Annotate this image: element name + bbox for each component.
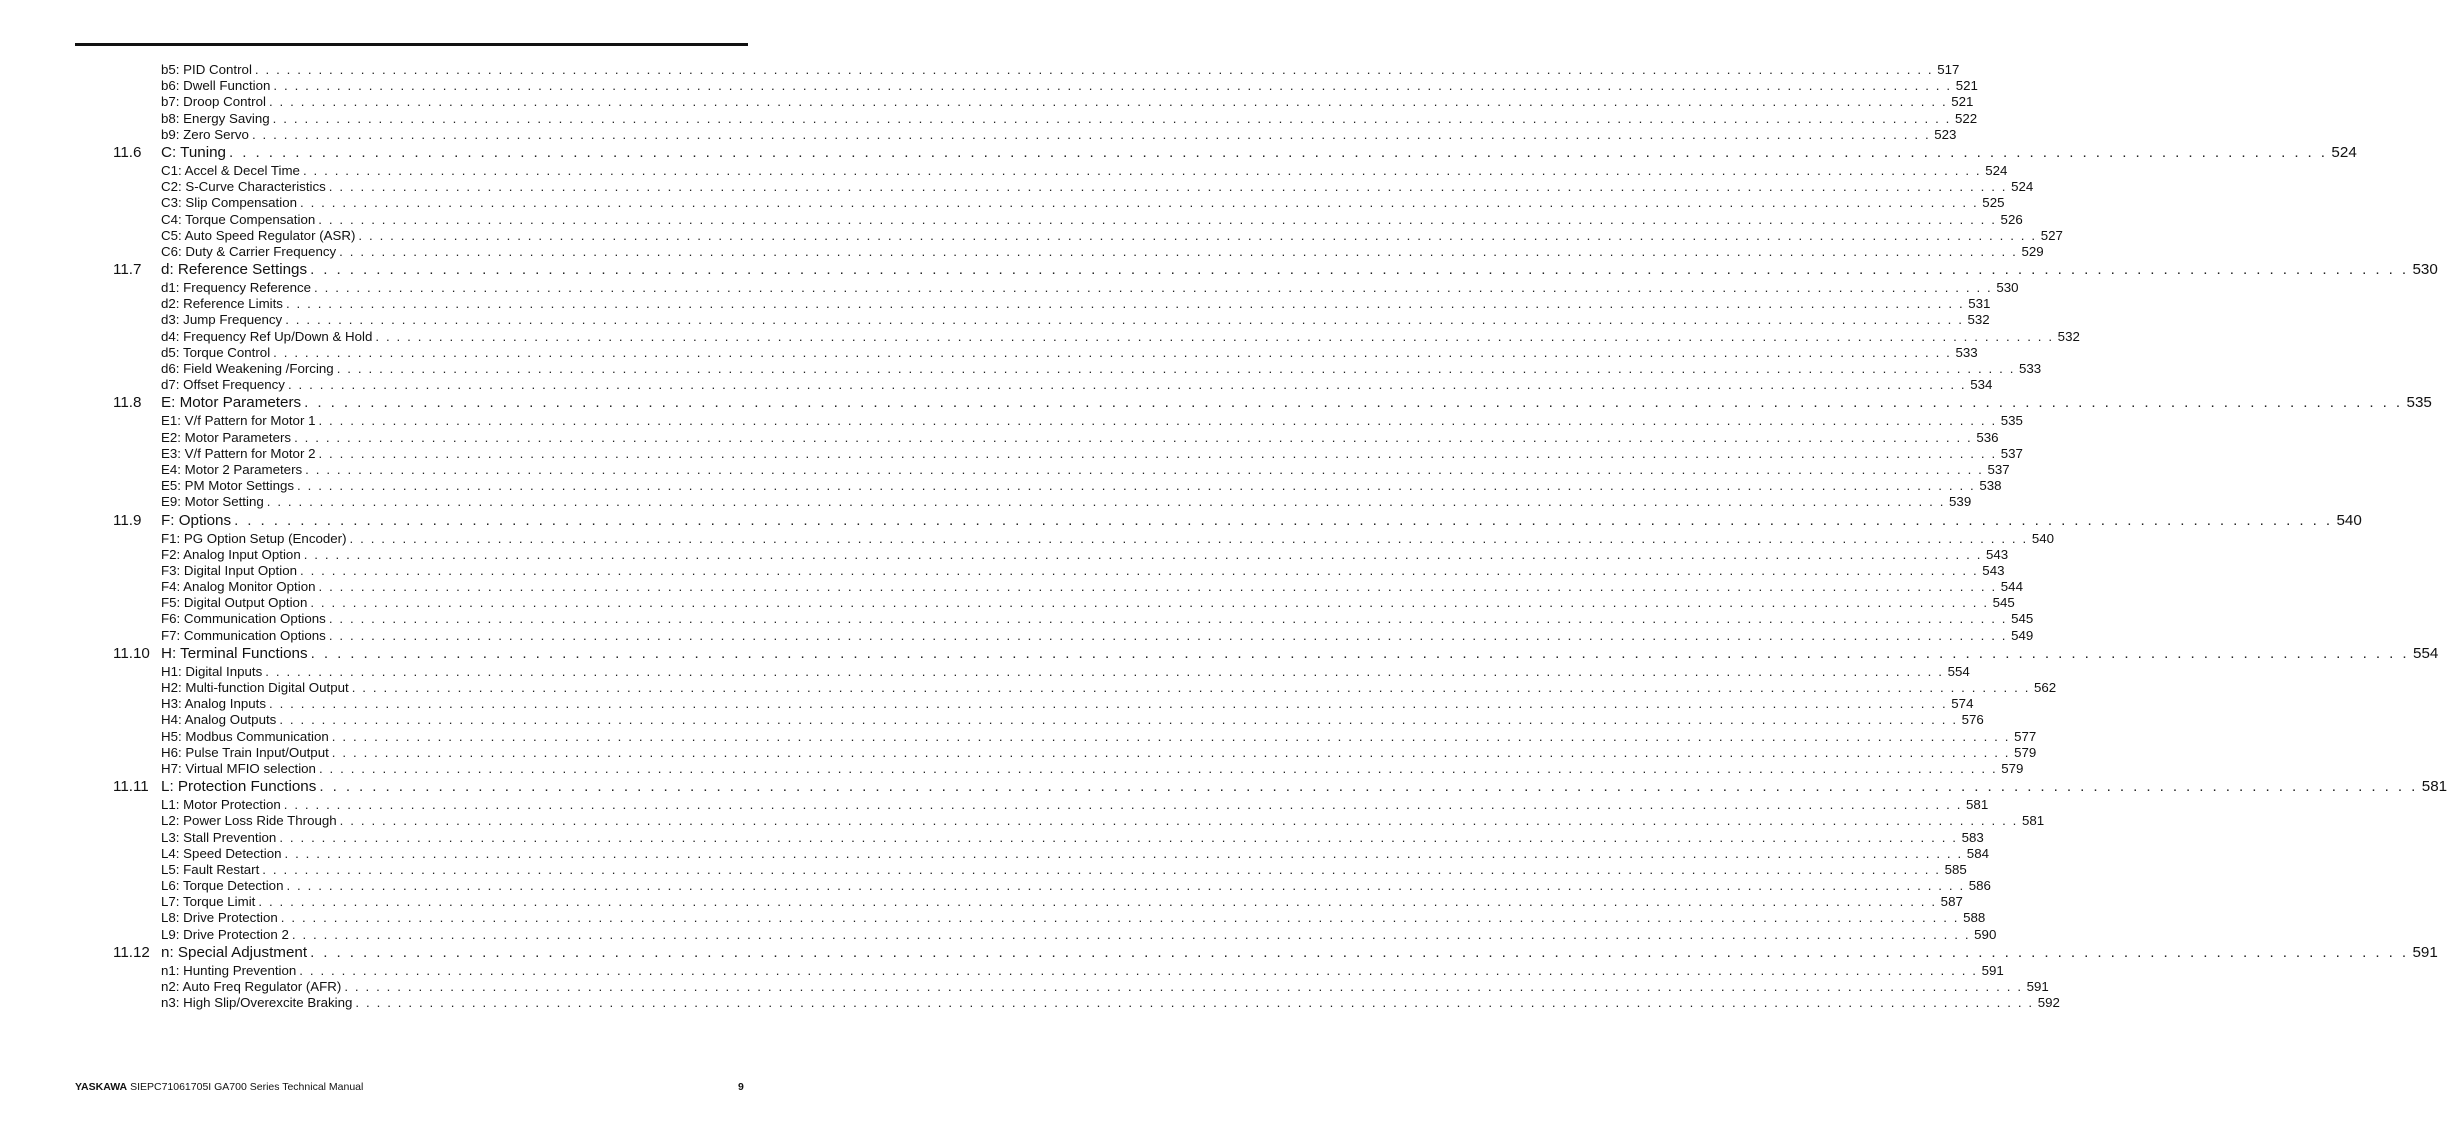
toc-page-number: 524 <box>2011 179 2034 195</box>
top-rule <box>75 43 748 46</box>
toc-page-number: 545 <box>2011 611 2034 627</box>
toc-leader-line <box>161 861 1967 877</box>
toc-title: d7: Offset Frequency <box>161 377 285 393</box>
toc-page-number: 586 <box>1968 878 1991 894</box>
toc-page-number: 536 <box>1976 429 1999 445</box>
toc-leader-line <box>161 143 2357 161</box>
toc-page-number: 533 <box>1955 344 1978 360</box>
toc-title: F4: Analog Monitor Option <box>161 579 316 595</box>
toc-leader-line <box>161 894 1963 910</box>
toc-leader-line <box>161 562 2005 578</box>
toc-title: d2: Reference Limits <box>161 296 283 312</box>
dot-leader: . . . . . . . . . . . . . . . . . . . . . . . . . . . . . . . . . . . . . . . . . . . . . . . . . . . . . . . . . . . . . . . . . . . . . . . . . . . . . . . . . . . . . . . . . . . . . . . . . . . . . . . . . . . . . . . . . . . . . . . . . . . . . . . . . . . . . . . . . . . . . . . . . . . . . . . . . . . . . . . <box>318 413 1997 429</box>
toc-leader-line <box>161 845 1989 861</box>
section-number: 11.7 <box>113 261 142 279</box>
section-number: 11.6 <box>113 143 142 161</box>
toc-entry-row[interactable] <box>0 211 2023 228</box>
toc-page-number: 534 <box>1970 377 1993 393</box>
toc-entry-row[interactable] <box>0 894 1963 910</box>
toc-title: E: Motor Parameters <box>161 394 302 412</box>
toc-leader-line <box>161 878 1991 894</box>
toc-title: L7: Torque Limit <box>161 894 256 910</box>
footer-title <box>75 1081 363 1093</box>
toc-leader-line <box>161 910 1986 926</box>
toc-page-number: 531 <box>1968 296 1991 312</box>
toc-leader-line <box>161 280 2019 296</box>
section-number: 11.10 <box>113 644 150 662</box>
toc-title: d5: Torque Control <box>161 344 271 360</box>
toc-entry-row[interactable] <box>0 377 1993 393</box>
toc-page-number: 562 <box>2034 680 2057 695</box>
toc-title: F3: Digital Input Option <box>161 562 297 578</box>
toc-title: H3: Analog Inputs <box>161 696 266 712</box>
toc-entry-row[interactable] <box>0 663 1970 680</box>
toc-entry-row[interactable] <box>0 78 1978 94</box>
toc-page-number: 592 <box>2037 995 2060 1011</box>
dot-leader: . . . . . . . . . . . . . . . . . . . . . . . . . . . . . . . . . . . . . . . . . . . . . . . . . . . . . . . . . . . . . . . . . . . . . . . . . . . . . . . . . . . . . . . . . . . . . . . . . . . . . . . . . . . . . . . . . . . . . . . . . . . . . . . . . . . . . . . . . . . . . . . . . . . . . . . . . . . . . . . <box>319 778 2418 796</box>
toc-leader-line <box>161 962 2004 978</box>
toc-section-row[interactable] <box>0 943 2438 965</box>
dot-leader: . . . . . . . . . . . . . . . . . . . . . . . . . . . . . . . . . . . . . . . . . . . . . . . . . . . . . . . . . . . . . . . . . . . . . . . . . . . . . . . . . . . . . . . . . . . . . . . . . . . . . . . . . . . . . . . . . . . . . . . . . . . . . . . . . . . . . . . . . . . . . . . . . . . . . . . . . . . . . . . <box>285 312 1964 328</box>
toc-title: H5: Modbus Communication <box>161 728 329 744</box>
toc-entry-row[interactable] <box>0 126 1957 143</box>
footer-page-number: 9 <box>738 1081 744 1093</box>
toc-page-number: 549 <box>2011 627 2034 643</box>
dot-leader: . . . . . . . . . . . . . . . . . . . . . . . . . . . . . . . . . . . . . . . . . . . . . . . . . . . . . . . . . . . . . . . . . . . . . . . . . . . . . . . . . . . . . . . . . . . . . . . . . . . . . . . . . . . . . . . . . . . . . . . . . . . . . . . . . . . . . . . . . . . . . . . . . . . . . . . . . . . . . . . <box>331 728 2011 744</box>
toc-page-number: 544 <box>2000 579 2023 595</box>
toc-page-number: 581 <box>2021 813 2045 829</box>
toc-page-number: 590 <box>1974 926 1997 942</box>
toc-title: F1: PG Option Setup (Encoder) <box>161 530 347 546</box>
toc-leader-line <box>161 943 2438 961</box>
toc-page-number: 579 <box>2001 760 2024 776</box>
toc-leader-line <box>161 511 2362 529</box>
toc-leader-line <box>161 344 1978 360</box>
section-number: 11.11 <box>113 778 149 796</box>
table-of-contents <box>0 62 2447 1011</box>
toc-leader-line <box>161 760 2024 776</box>
dot-leader: . . . . . . . . . . . . . . . . . . . . . . . . . . . . . . . . . . . . . . . . . . . . . . . . . . . . . . . . . . . . . . . . . . . . . . . . . . . . . . . . . . . . . . . . . . . . . . . . . . . . . . . . . . . . . . . . . . . . . . . . . . . . . . . . . . . . . . . . . . . . . . . . . . . . . . . . . . . . . . . <box>344 979 2023 994</box>
toc-page-number: 583 <box>1961 829 1984 845</box>
toc-title: F2: Analog Input Option <box>161 546 301 562</box>
dot-leader: . . . . . . . . . . . . . . . . . . . . . . . . . . . . . . . . . . . . . . . . . . . . . . . . . . . . . . . . . . . . . . . . . . . . . . . . . . . . . . . . . . . . . . . . . . . . . . . . . . . . . . . . . . . . . . . . . . . . . . . . . . . . . . . . . . . . . . . . . . . . . . . . . . . . . . . . . . . . . . . <box>318 579 1997 595</box>
toc-leader-line <box>161 579 2023 595</box>
toc-leader-line <box>161 546 2009 562</box>
toc-title: H7: Virtual MFIO selection <box>161 760 316 776</box>
toc-page-number: 540 <box>2336 511 2362 529</box>
toc-page-number: 579 <box>2014 744 2037 760</box>
dot-leader: . . . . . . . . . . . . . . . . . . . . . . . . . . . . . . . . . . . . . . . . . . . . . . . . . . . . . . . . . . . . . . . . . . . . . . . . . . . . . . . . . . . . . . . . . . . . . . . . . . . . . . . . . . . . . . . . . . . . . . . . . . . . . . . . . . . . . . . . . . . . . . . . . . . . . . . . . . . . . . . <box>303 546 1983 562</box>
toc-page-number: 525 <box>1982 195 2005 211</box>
toc-title: L4: Speed Detection <box>161 845 282 861</box>
dot-leader: . . . . . . . . . . . . . . . . . . . . . . . . . . . . . . . . . . . . . . . . . . . . . . . . . . . . . . . . . . . . . . . . . . . . . . . . . . . . . . . . . . . . . . . . . . . . . . . . . . . . . . . . . . . . . . . . . . . . . . . . . . . . . . . . . . . . . . . . . . . . . . . . . . . . . . . . . . . . . . . <box>273 344 1952 360</box>
toc-leader-line <box>161 478 2002 494</box>
toc-leader-line <box>161 461 2010 477</box>
toc-title: b8: Energy Saving <box>161 110 270 126</box>
dot-leader: . . . . . . . . . . . . . . . . . . . . . . . . . . . . . . . . . . . . . . . . . . . . . . . . . . . . . . . . . . . . . . . . . . . . . . . . . . . . . . . . . . . . . . . . . . . . . . . . . . . . . . . . . . . . . . . . . . . . . . . . . . . . . . . . . . . . . . . . . . . . . . . . . . . . . . . . . . . . . . . <box>351 680 2031 695</box>
toc-title: E2: Motor Parameters <box>161 429 292 445</box>
toc-page-number: 521 <box>1951 94 1974 110</box>
footer-brand: YASKAWA <box>75 1081 128 1093</box>
toc-page-number: 576 <box>1961 712 1984 728</box>
toc-leader-line <box>161 413 2023 429</box>
toc-title: L3: Stall Prevention <box>161 829 277 845</box>
dot-leader: . . . . . . . . . . . . . . . . . . . . . . . . . . . . . . . . . . . . . . . . . . . . . . . . . . . . . . . . . . . . . . . . . . . . . . . . . . . . . . . . . . . . . . . . . . . . . . . . . . . . . . . . . . . . . . . . . . . . . . . . . . . . . . . . . . . . . . . . . . . . . . . . . . . . . . . . . . . . . . . <box>310 943 2409 961</box>
dot-leader: . . . . . . . . . . . . . . . . . . . . . . . . . . . . . . . . . . . . . . . . . . . . . . . . . . . . . . . . . . . . . . . . . . . . . . . . . . . . . . . . . . . . . . . . . . . . . . . . . . . . . . . . . . . . . . . . . . . . . . . . . . . . . . . . . . . . . . . . . . . . . . . . . . . . . . . . . . . . . . . <box>273 78 1952 94</box>
toc-leader-line <box>161 494 1972 510</box>
toc-entry-row[interactable] <box>0 296 1991 312</box>
toc-title: C2: S-Curve Characteristics <box>161 179 326 195</box>
toc-title: L9: Drive Protection 2 <box>161 926 289 942</box>
dot-leader: . . . . . . . . . . . . . . . . . . . . . . . . . . . . . . . . . . . . . . . . . . . . . . . . . . . . . . . . . . . . . . . . . . . . . . . . . . . . . . . . . . . . . . . . . . . . . . . . . . . . . . . . . . . . . . . . . . . . . . . . . . . . . . . . . . . . . . . . . . . . . . . . . . . . . . . . . . . . . . . <box>234 511 2333 529</box>
dot-leader: . . . . . . . . . . . . . . . . . . . . . . . . . . . . . . . . . . . . . . . . . . . . . . . . . . . . . . . . . . . . . . . . . . . . . . . . . . . . . . . . . . . . . . . . . . . . . . . . . . . . . . . . . . . . . . . . . . . . . . . . . . . . . . . . . . . . . . . . . . . . . . . . . . . . . . . . . . . . . . . <box>358 227 2037 243</box>
toc-leader-line <box>161 680 2057 695</box>
dot-leader: . . . . . . . . . . . . . . . . . . . . . . . . . . . . . . . . . . . . . . . . . . . . . . . . . . . . . . . . . . . . . . . . . . . . . . . . . . . . . . . . . . . . . . . . . . . . . . . . . . . . . . . . . . . . . . . . . . . . . . . . . . . . . . . . . . . . . . . . . . . . . . . . . . . . . . . . . . . . . . . <box>294 429 1973 445</box>
dot-leader: . . . . . . . . . . . . . . . . . . . . . . . . . . . . . . . . . . . . . . . . . . . . . . . . . . . . . . . . . . . . . . . . . . . . . . . . . . . . . . . . . . . . . . . . . . . . . . . . . . . . . . . . . . . . . . . . . . . . . . . . . . . . . . . . . . . . . . . . . . . . . . . . . . . . . . . . . . . . . . . <box>302 162 1982 178</box>
toc-title: F6: Communication Options <box>161 611 326 627</box>
toc-entry-row[interactable] <box>0 611 2034 627</box>
toc-leader-line <box>161 979 2049 994</box>
toc-page-number: 554 <box>2413 644 2439 662</box>
toc-page-number: 537 <box>1987 461 2010 477</box>
toc-title: L1: Motor Protection <box>161 797 281 813</box>
toc-leader-line <box>161 78 1978 94</box>
toc-page-number: 527 <box>2040 227 2063 243</box>
toc-page-number: 522 <box>1954 110 1978 126</box>
toc-title: L: Protection Functions <box>161 778 317 796</box>
toc-title: H1: Digital Inputs <box>161 663 263 679</box>
toc-page-number: 574 <box>1951 696 1974 712</box>
toc-entry-row[interactable] <box>0 546 2009 563</box>
toc-entry-row[interactable] <box>0 926 1997 943</box>
toc-page-number: 554 <box>1947 663 1970 679</box>
toc-title: b7: Droop Control <box>161 94 266 110</box>
toc-entry-row[interactable] <box>0 243 2044 260</box>
dot-leader: . . . . . . . . . . . . . . . . . . . . . . . . . . . . . . . . . . . . . . . . . . . . . . . . . . . . . . . . . . . . . . . . . . . . . . . . . . . . . . . . . . . . . . . . . . . . . . . . . . . . . . . . . . . . . . . . . . . . . . . . . . . . . . . . . . . . . . . . . . . . . . . . . . . . . . . . . . . . . . . <box>349 530 2028 546</box>
toc-leader-line <box>161 296 1991 312</box>
dot-leader: . . . . . . . . . . . . . . . . . . . . . . . . . . . . . . . . . . . . . . . . . . . . . . . . . . . . . . . . . . . . . . . . . . . . . . . . . . . . . . . . . . . . . . . . . . . . . . . . . . . . . . . . . . . . . . . . . . . . . . . . . . . . . . . . . . . . . . . . . . . . . . . . . . . . . . . . . . . . . . . <box>291 926 1971 942</box>
section-number: 11.9 <box>113 511 142 529</box>
toc-page-number: 584 <box>1966 845 1989 861</box>
toc-leader-line <box>161 663 1970 679</box>
toc-title: b6: Dwell Function <box>161 78 271 94</box>
toc-section-row[interactable] <box>0 644 2439 666</box>
toc-entry-row[interactable] <box>0 878 1991 894</box>
toc-title: b5: PID Control <box>161 62 252 77</box>
toc-entry-row[interactable] <box>0 797 1989 813</box>
dot-leader: . . . . . . . . . . . . . . . . . . . . . . . . . . . . . . . . . . . . . . . . . . . . . . . . . . . . . . . . . . . . . . . . . . . . . . . . . . . . . . . . . . . . . . . . . . . . . . . . . . . . . . . . . . . . . . . . . . . . . . . . . . . . . . . . . . . . . . . . . . . . . . . . . . . . . . . . . . . . . . . <box>268 696 1948 712</box>
toc-page-number: 535 <box>2406 394 2432 412</box>
dot-leader: . . . . . . . . . . . . . . . . . . . . . . . . . . . . . . . . . . . . . . . . . . . . . . . . . . . . . . . . . . . . . . . . . . . . . . . . . . . . . . . . . . . . . . . . . . . . . . . . . . . . . . . . . . . . . . . . . . . . . . . . . . . . . . . . . . . . . . . . . . . . . . . . . . . . . . . . . . . . . . . <box>328 179 2008 195</box>
toc-page-number: 591 <box>1981 962 2004 978</box>
toc-entry-row[interactable] <box>0 962 2004 979</box>
toc-leader-line <box>161 312 1990 328</box>
toc-title: C: Tuning <box>161 143 227 161</box>
toc-title: n: Special Adjustment <box>161 943 308 961</box>
toc-title: n3: High Slip/Overexcite Braking <box>161 995 353 1011</box>
toc-page-number: 524 <box>1985 162 2008 178</box>
toc-entry-row[interactable] <box>0 429 1999 446</box>
toc-page-number: 532 <box>2057 328 2080 344</box>
toc-leader-line <box>161 243 2044 259</box>
toc-title: H2: Multi-function Digital Output <box>161 680 349 695</box>
toc-entry-row[interactable] <box>0 760 2024 777</box>
toc-title: n2: Auto Freq Regulator (AFR) <box>161 979 342 994</box>
toc-entry-row[interactable] <box>0 94 1974 110</box>
dot-leader: . . . . . . . . . . . . . . . . . . . . . . . . . . . . . . . . . . . . . . . . . . . . . . . . . . . . . . . . . . . . . . . . . . . . . . . . . . . . . . . . . . . . . . . . . . . . . . . . . . . . . . . . . . . . . . . . . . . . . . . . . . . . . . . . . . . . . . . . . . . . . . . . . . . . . . . . . . . . . . . <box>284 845 1963 861</box>
toc-title: d3: Jump Frequency <box>161 312 283 328</box>
toc-entry-row[interactable] <box>0 494 1972 510</box>
dot-leader: . . . . . . . . . . . . . . . . . . . . . . . . . . . . . . . . . . . . . . . . . . . . . . . . . . . . . . . . . . . . . . . . . . . . . . . . . . . . . . . . . . . . . . . . . . . . . . . . . . . . . . . . . . . . . . . . . . . . . . . . . . . . . . . . . . . . . . . . . . . . . . . . . . . . . . . . . . . . . . . <box>262 861 1941 877</box>
toc-page-number: 591 <box>2026 979 2049 994</box>
toc-title: L8: Drive Protection <box>161 910 278 926</box>
dot-leader: . . . . . . . . . . . . . . . . . . . . . . . . . . . . . . . . . . . . . . . . . . . . . . . . . . . . . . . . . . . . . . . . . . . . . . . . . . . . . . . . . . . . . . . . . . . . . . . . . . . . . . . . . . . . . . . . . . . . . . . . . . . . . . . . . . . . . . . . . . . . . . . . . . . . . . . . . . . . . . . <box>339 813 2018 829</box>
toc-entry-row[interactable] <box>0 680 2057 696</box>
dot-leader: . . . . . . . . . . . . . . . . . . . . . . . . . . . . . . . . . . . . . . . . . . . . . . . . . . . . . . . . . . . . . . . . . . . . . . . . . . . . . . . . . . . . . . . . . . . . . . . . . . . . . . . . . . . . . . . . . . . . . . . . . . . . . . . . . . . . . . . . . . . . . . . . . . . . . . . . . . . . . . . <box>300 195 1979 211</box>
dot-leader: . . . . . . . . . . . . . . . . . . . . . . . . . . . . . . . . . . . . . . . . . . . . . . . . . . . . . . . . . . . . . . . . . . . . . . . . . . . . . . . . . . . . . . . . . . . . . . . . . . . . . . . . . . . . . . . . . . . . . . . . . . . . . . . . . . . . . . . . . . . . . . . . . . . . . . . . . . . . . . . <box>254 62 1934 77</box>
dot-leader: . . . . . . . . . . . . . . . . . . . . . . . . . . . . . . . . . . . . . . . . . . . . . . . . . . . . . . . . . . . . . . . . . . . . . . . . . . . . . . . . . . . . . . . . . . . . . . . . . . . . . . . . . . . . . . . . . . . . . . . . . . . . . . . . . . . . . . . . . . . . . . . . . . . . . . . . . . . . . . . <box>336 361 2016 376</box>
toc-entry-row[interactable] <box>0 445 2023 462</box>
toc-page-number: 588 <box>1963 910 1986 926</box>
toc-leader-line <box>161 813 2045 829</box>
toc-page-number: 585 <box>1944 861 1967 877</box>
toc-title: E1: V/f Pattern for Motor 1 <box>161 413 316 429</box>
toc-title: L5: Fault Restart <box>161 861 260 877</box>
dot-leader: . . . . . . . . . . . . . . . . . . . . . . . . . . . . . . . . . . . . . . . . . . . . . . . . . . . . . . . . . . . . . . . . . . . . . . . . . . . . . . . . . . . . . . . . . . . . . . . . . . . . . . . . . . . . . . . . . . . . . . . . . . . . . . . . . . . . . . . . . . . . . . . . . . . . . . . . . . . . . . . <box>305 461 1984 477</box>
toc-page-number: 543 <box>1982 562 2005 578</box>
toc-entry-row[interactable] <box>0 595 2015 611</box>
dot-leader: . . . . . . . . . . . . . . . . . . . . . . . . . . . . . . . . . . . . . . . . . . . . . . . . . . . . . . . . . . . . . . . . . . . . . . . . . . . . . . . . . . . . . . . . . . . . . . . . . . . . . . . . . . . . . . . . . . . . . . . . . . . . . . . . . . . . . . . . . . . . . . . . . . . . . . . . . . . . . . . <box>339 243 2018 259</box>
toc-title: d: Reference Settings <box>161 261 308 279</box>
dot-leader: . . . . . . . . . . . . . . . . . . . . . . . . . . . . . . . . . . . . . . . . . . . . . . . . . . . . . . . . . . . . . . . . . . . . . . . . . . . . . . . . . . . . . . . . . . . . . . . . . . . . . . . . . . . . . . . . . . . . . . . . . . . . . . . . . . . . . . . . . . . . . . . . . . . . . . . . . . . . . . . <box>314 280 1993 296</box>
toc-entry-row[interactable] <box>0 627 2034 644</box>
toc-leader-line <box>161 179 2034 195</box>
toc-page-number: 530 <box>2412 261 2438 279</box>
toc-title: C4: Torque Compensation <box>161 211 316 227</box>
toc-entry-row[interactable] <box>0 744 2037 761</box>
dot-leader: . . . . . . . . . . . . . . . . . . . . . . . . . . . . . . . . . . . . . . . . . . . . . . . . . . . . . . . . . . . . . . . . . . . . . . . . . . . . . . . . . . . . . . . . . . . . . . . . . . . . . . . . . . . . . . . . . . . . . . . . . . . . . . . . . . . . . . . . . . . . . . . . . . . . . . . . . . . . . . . <box>272 110 1951 126</box>
toc-leader-line <box>161 429 1999 445</box>
toc-leader-line <box>161 261 2438 279</box>
dot-leader: . . . . . . . . . . . . . . . . . . . . . . . . . . . . . . . . . . . . . . . . . . . . . . . . . . . . . . . . . . . . . . . . . . . . . . . . . . . . . . . . . . . . . . . . . . . . . . . . . . . . . . . . . . . . . . . . . . . . . . . . . . . . . . . . . . . . . . . . . . . . . . . . . . . . . . . . . . . . . . . <box>279 712 1958 728</box>
toc-section-row[interactable] <box>0 261 2438 282</box>
dot-leader: . . . . . . . . . . . . . . . . . . . . . . . . . . . . . . . . . . . . . . . . . . . . . . . . . . . . . . . . . . . . . . . . . . . . . . . . . . . . . . . . . . . . . . . . . . . . . . . . . . . . . . . . . . . . . . . . . . . . . . . . . . . . . . . . . . . . . . . . . . . . . . . . . . . . . . . . . . . . . . . <box>297 478 1976 494</box>
toc-entry-row[interactable] <box>0 829 1984 846</box>
dot-leader: . . . . . . . . . . . . . . . . . . . . . . . . . . . . . . . . . . . . . . . . . . . . . . . . . . . . . . . . . . . . . . . . . . . . . . . . . . . . . . . . . . . . . . . . . . . . . . . . . . . . . . . . . . . . . . . . . . . . . . . . . . . . . . . . . . . . . . . . . . . . . . . . . . . . . . . . . . . . . . . <box>286 878 1965 894</box>
toc-leader-line <box>161 728 2037 744</box>
toc-entry-row[interactable] <box>0 195 2005 211</box>
toc-section-row[interactable] <box>0 394 2432 415</box>
dot-leader: . . . . . . . . . . . . . . . . . . . . . . . . . . . . . . . . . . . . . . . . . . . . . . . . . . . . . . . . . . . . . . . . . . . . . . . . . . . . . . . . . . . . . . . . . . . . . . . . . . . . . . . . . . . . . . . . . . . . . . . . . . . . . . . . . . . . . . . . . . . . . . . . . . . . . . . . . . . . . . . <box>265 663 1944 679</box>
toc-title: E9: Motor Setting <box>161 494 264 510</box>
toc-leader-line <box>161 644 2439 662</box>
toc-leader-line <box>161 995 2060 1011</box>
toc-leader-line <box>161 126 1957 142</box>
dot-leader: . . . . . . . . . . . . . . . . . . . . . . . . . . . . . . . . . . . . . . . . . . . . . . . . . . . . . . . . . . . . . . . . . . . . . . . . . . . . . . . . . . . . . . . . . . . . . . . . . . . . . . . . . . . . . . . . . . . . . . . . . . . . . . . . . . . . . . . . . . . . . . . . . . . . . . . . . . . . . . . <box>280 910 1960 926</box>
toc-page-number: 540 <box>2031 530 2054 546</box>
dot-leader: . . . . . . . . . . . . . . . . . . . . . . . . . . . . . . . . . . . . . . . . . . . . . . . . . . . . . . . . . . . . . . . . . . . . . . . . . . . . . . . . . . . . . . . . . . . . . . . . . . . . . . . . . . . . . . . . . . . . . . . . . . . . . . . . . . . . . . . . . . . . . . . . . . . . . . . . . . . . . . . <box>328 611 2008 627</box>
toc-entry-row[interactable] <box>0 813 2045 829</box>
toc-title: F7: Communication Options <box>161 627 326 643</box>
toc-leader-line <box>161 211 2023 227</box>
section-number: 11.12 <box>113 943 150 961</box>
dot-leader: . . . . . . . . . . . . . . . . . . . . . . . . . . . . . . . . . . . . . . . . . . . . . . . . . . . . . . . . . . . . . . . . . . . . . . . . . . . . . . . . . . . . . . . . . . . . . . . . . . . . . . . . . . . . . . . . . . . . . . . . . . . . . . . . . . . . . . . . . . . . . . . . . . . . . . . . . . . . . . . <box>300 562 1979 578</box>
toc-leader-line <box>161 62 1960 77</box>
toc-page-number: 537 <box>2000 445 2023 461</box>
toc-title: L2: Power Loss Ride Through <box>161 813 337 829</box>
toc-entry-row[interactable] <box>0 562 2005 579</box>
toc-entry-row[interactable] <box>0 162 2008 179</box>
toc-leader-line <box>161 227 2063 243</box>
toc-title: d4: Frequency Ref Up/Down & Hold <box>161 328 373 344</box>
toc-entry-row[interactable] <box>0 530 2054 547</box>
toc-section-row[interactable] <box>0 143 2357 165</box>
toc-page-number: 526 <box>2000 211 2023 227</box>
dot-leader: . . . . . . . . . . . . . . . . . . . . . . . . . . . . . . . . . . . . . . . . . . . . . . . . . . . . . . . . . . . . . . . . . . . . . . . . . . . . . . . . . . . . . . . . . . . . . . . . . . . . . . . . . . . . . . . . . . . . . . . . . . . . . . . . . . . . . . . . . . . . . . . . . . . . . . . . . . . . . . . <box>328 627 2008 643</box>
toc-entry-row[interactable] <box>0 280 2019 296</box>
toc-page-number: 523 <box>1934 126 1957 142</box>
toc-page-number: 587 <box>1940 894 1963 910</box>
toc-page-number: 543 <box>1986 546 2009 562</box>
toc-page-number: 524 <box>2331 143 2357 161</box>
toc-leader-line <box>161 797 1989 813</box>
dot-leader: . . . . . . . . . . . . . . . . . . . . . . . . . . . . . . . . . . . . . . . . . . . . . . . . . . . . . . . . . . . . . . . . . . . . . . . . . . . . . . . . . . . . . . . . . . . . . . . . . . . . . . . . . . . . . . . . . . . . . . . . . . . . . . . . . . . . . . . . . . . . . . . . . . . . . . . . . . . . . . . <box>251 126 1931 142</box>
toc-leader-line <box>161 377 1993 393</box>
toc-leader-line <box>161 778 2447 796</box>
toc-leader-line <box>161 926 1997 942</box>
dot-leader: . . . . . . . . . . . . . . . . . . . . . . . . . . . . . . . . . . . . . . . . . . . . . . . . . . . . . . . . . . . . . . . . . . . . . . . . . . . . . . . . . . . . . . . . . . . . . . . . . . . . . . . . . . . . . . . . . . . . . . . . . . . . . . . . . . . . . . . . . . . . . . . . . . . . . . . . . . . . . . . <box>279 829 1958 845</box>
toc-entry-row[interactable] <box>0 328 2080 345</box>
toc-title: d1: Frequency Reference <box>161 280 312 296</box>
toc-leader-line <box>161 829 1984 845</box>
toc-page-number: 517 <box>1937 62 1960 77</box>
toc-page-number: 538 <box>1979 478 2002 494</box>
toc-title: E5: PM Motor Settings <box>161 478 295 494</box>
toc-page-number: 545 <box>1992 595 2015 611</box>
toc-entry-row[interactable] <box>0 845 1989 862</box>
toc-entry-row[interactable] <box>0 461 2010 478</box>
toc-entry-row[interactable] <box>0 227 2063 244</box>
dot-leader: . . . . . . . . . . . . . . . . . . . . . . . . . . . . . . . . . . . . . . . . . . . . . . . . . . . . . . . . . . . . . . . . . . . . . . . . . . . . . . . . . . . . . . . . . . . . . . . . . . . . . . . . . . . . . . . . . . . . . . . . . . . . . . . . . . . . . . . . . . . . . . . . . . . . . . . . . . . . . . . <box>355 995 2034 1011</box>
toc-entry-row[interactable] <box>0 579 2023 595</box>
dot-leader: . . . . . . . . . . . . . . . . . . . . . . . . . . . . . . . . . . . . . . . . . . . . . . . . . . . . . . . . . . . . . . . . . . . . . . . . . . . . . . . . . . . . . . . . . . . . . . . . . . . . . . . . . . . . . . . . . . . . . . . . . . . . . . . . . . . . . . . . . . . . . . . . . . . . . . . . . . . . . . . <box>310 644 2409 662</box>
dot-leader: . . . . . . . . . . . . . . . . . . . . . . . . . . . . . . . . . . . . . . . . . . . . . . . . . . . . . . . . . . . . . . . . . . . . . . . . . . . . . . . . . . . . . . . . . . . . . . . . . . . . . . . . . . . . . . . . . . . . . . . . . . . . . . . . . . . . . . . . . . . . . . . . . . . . . . . . . . . . . . . <box>229 143 2328 161</box>
toc-entry-row[interactable] <box>0 478 2002 494</box>
toc-leader-line <box>161 394 2432 412</box>
footer-manual: SIEPC71061705I GA700 Series Technical Manual <box>130 1081 364 1093</box>
dot-leader: . . . . . . . . . . . . . . . . . . . . . . . . . . . . . . . . . . . . . . . . . . . . . . . . . . . . . . . . . . . . . . . . . . . . . . . . . . . . . . . . . . . . . . . . . . . . . . . . . . . . . . . . . . . . . . . . . . . . . . . . . . . . . . . . . . . . . . . . . . . . . . . . . . . . . . . . . . . . . . . <box>318 211 1997 227</box>
toc-page-number: 577 <box>2014 728 2037 744</box>
toc-entry-row[interactable] <box>0 413 2023 429</box>
toc-entry-row[interactable] <box>0 110 1978 127</box>
toc-leader-line <box>161 110 1978 126</box>
dot-leader: . . . . . . . . . . . . . . . . . . . . . . . . . . . . . . . . . . . . . . . . . . . . . . . . . . . . . . . . . . . . . . . . . . . . . . . . . . . . . . . . . . . . . . . . . . . . . . . . . . . . . . . . . . . . . . . . . . . . . . . . . . . . . . . . . . . . . . . . . . . . . . . . . . . . . . . . . . . . . . . <box>285 296 1965 312</box>
toc-leader-line <box>161 696 1974 712</box>
toc-leader-line <box>161 94 1974 110</box>
toc-leader-line <box>161 328 2080 344</box>
toc-entry-row[interactable] <box>0 361 2042 377</box>
toc-section-row[interactable] <box>0 511 2362 533</box>
toc-leader-line <box>161 361 2042 376</box>
dot-leader: . . . . . . . . . . . . . . . . . . . . . . . . . . . . . . . . . . . . . . . . . . . . . . . . . . . . . . . . . . . . . . . . . . . . . . . . . . . . . . . . . . . . . . . . . . . . . . . . . . . . . . . . . . . . . . . . . . . . . . . . . . . . . . . . . . . . . . . . . . . . . . . . . . . . . . . . . . . . . . . <box>268 94 1948 110</box>
toc-leader-line <box>161 627 2034 643</box>
toc-title: b9: Zero Servo <box>161 126 249 142</box>
toc-leader-line <box>161 712 1984 728</box>
toc-leader-line <box>161 595 2015 611</box>
toc-entry-row[interactable] <box>0 696 1974 712</box>
toc-section-row[interactable] <box>0 778 2447 799</box>
dot-leader: . . . . . . . . . . . . . . . . . . . . . . . . . . . . . . . . . . . . . . . . . . . . . . . . . . . . . . . . . . . . . . . . . . . . . . . . . . . . . . . . . . . . . . . . . . . . . . . . . . . . . . . . . . . . . . . . . . . . . . . . . . . . . . . . . . . . . . . . . . . . . . . . . . . . . . . . . . . . . . . <box>310 261 2409 279</box>
toc-leader-line <box>161 530 2054 546</box>
dot-leader: . . . . . . . . . . . . . . . . . . . . . . . . . . . . . . . . . . . . . . . . . . . . . . . . . . . . . . . . . . . . . . . . . . . . . . . . . . . . . . . . . . . . . . . . . . . . . . . . . . . . . . . . . . . . . . . . . . . . . . . . . . . . . . . . . . . . . . . . . . . . . . . . . . . . . . . . . . . . . . . <box>310 595 1989 611</box>
toc-title: C1: Accel & Decel Time <box>161 162 300 178</box>
toc-page-number: 581 <box>2421 778 2447 796</box>
toc-leader-line <box>161 162 2008 178</box>
toc-title: d6: Field Weakening /Forcing <box>161 361 334 376</box>
toc-entry-row[interactable] <box>0 728 2037 745</box>
dot-leader: . . . . . . . . . . . . . . . . . . . . . . . . . . . . . . . . . . . . . . . . . . . . . . . . . . . . . . . . . . . . . . . . . . . . . . . . . . . . . . . . . . . . . . . . . . . . . . . . . . . . . . . . . . . . . . . . . . . . . . . . . . . . . . . . . . . . . . . . . . . . . . . . . . . . . . . . . . . . . . . <box>258 894 1937 910</box>
dot-leader: . . . . . . . . . . . . . . . . . . . . . . . . . . . . . . . . . . . . . . . . . . . . . . . . . . . . . . . . . . . . . . . . . . . . . . . . . . . . . . . . . . . . . . . . . . . . . . . . . . . . . . . . . . . . . . . . . . . . . . . . . . . . . . . . . . . . . . . . . . . . . . . . . . . . . . . . . . . . . . . <box>331 744 2011 760</box>
toc-title: F: Options <box>161 511 232 529</box>
toc-title: E4: Motor 2 Parameters <box>161 461 303 477</box>
toc-page-number: 529 <box>2021 243 2044 259</box>
toc-title: H4: Analog Outputs <box>161 712 277 728</box>
toc-title: E3: V/f Pattern for Motor 2 <box>161 445 316 461</box>
toc-page-number: 581 <box>1966 797 1989 813</box>
toc-page-number: 533 <box>2019 361 2042 376</box>
toc-title: C5: Auto Speed Regulator (ASR) <box>161 227 356 243</box>
toc-entry-row[interactable] <box>0 62 1960 78</box>
toc-page-number: 539 <box>1949 494 1972 510</box>
toc-leader-line <box>161 445 2023 461</box>
dot-leader: . . . . . . . . . . . . . . . . . . . . . . . . . . . . . . . . . . . . . . . . . . . . . . . . . . . . . . . . . . . . . . . . . . . . . . . . . . . . . . . . . . . . . . . . . . . . . . . . . . . . . . . . . . . . . . . . . . . . . . . . . . . . . . . . . . . . . . . . . . . . . . . . . . . . . . . . . . . . . . . <box>299 962 1978 978</box>
toc-title: H6: Pulse Train Input/Output <box>161 744 329 760</box>
toc-entry-row[interactable] <box>0 344 1978 361</box>
toc-title: F5: Digital Output Option <box>161 595 308 611</box>
toc-page-number: 532 <box>1967 312 1990 328</box>
toc-entry-row[interactable] <box>0 312 1990 328</box>
section-number: 11.8 <box>113 394 142 412</box>
toc-title: C3: Slip Compensation <box>161 195 297 211</box>
toc-entry-row[interactable] <box>0 179 2034 195</box>
toc-page-number: 591 <box>2412 943 2438 961</box>
toc-title: C6: Duty & Carrier Frequency <box>161 243 337 259</box>
toc-entry-row[interactable] <box>0 910 1986 926</box>
toc-title: L6: Torque Detection <box>161 878 284 894</box>
toc-leader-line <box>161 611 2034 627</box>
toc-title: H: Terminal Functions <box>161 644 308 662</box>
dot-leader: . . . . . . . . . . . . . . . . . . . . . . . . . . . . . . . . . . . . . . . . . . . . . . . . . . . . . . . . . . . . . . . . . . . . . . . . . . . . . . . . . . . . . . . . . . . . . . . . . . . . . . . . . . . . . . . . . . . . . . . . . . . . . . . . . . . . . . . . . . . . . . . . . . . . . . . . . . . . . . . <box>266 494 1946 510</box>
dot-leader: . . . . . . . . . . . . . . . . . . . . . . . . . . . . . . . . . . . . . . . . . . . . . . . . . . . . . . . . . . . . . . . . . . . . . . . . . . . . . . . . . . . . . . . . . . . . . . . . . . . . . . . . . . . . . . . . . . . . . . . . . . . . . . . . . . . . . . . . . . . . . . . . . . . . . . . . . . . . . . . <box>375 328 2054 344</box>
toc-entry-row[interactable] <box>0 995 2060 1011</box>
toc-entry-row[interactable] <box>0 712 1984 728</box>
dot-leader: . . . . . . . . . . . . . . . . . . . . . . . . . . . . . . . . . . . . . . . . . . . . . . . . . . . . . . . . . . . . . . . . . . . . . . . . . . . . . . . . . . . . . . . . . . . . . . . . . . . . . . . . . . . . . . . . . . . . . . . . . . . . . . . . . . . . . . . . . . . . . . . . . . . . . . . . . . . . . . . <box>283 797 1963 813</box>
dot-leader: . . . . . . . . . . . . . . . . . . . . . . . . . . . . . . . . . . . . . . . . . . . . . . . . . . . . . . . . . . . . . . . . . . . . . . . . . . . . . . . . . . . . . . . . . . . . . . . . . . . . . . . . . . . . . . . . . . . . . . . . . . . . . . . . . . . . . . . . . . . . . . . . . . . . . . . . . . . . . . . <box>287 377 1967 393</box>
dot-leader: . . . . . . . . . . . . . . . . . . . . . . . . . . . . . . . . . . . . . . . . . . . . . . . . . . . . . . . . . . . . . . . . . . . . . . . . . . . . . . . . . . . . . . . . . . . . . . . . . . . . . . . . . . . . . . . . . . . . . . . . . . . . . . . . . . . . . . . . . . . . . . . . . . . . . . . . . . . . . . . <box>318 445 1997 461</box>
toc-page-number: 530 <box>1996 280 2019 296</box>
toc-page-number: 521 <box>1955 78 1978 94</box>
dot-leader: . . . . . . . . . . . . . . . . . . . . . . . . . . . . . . . . . . . . . . . . . . . . . . . . . . . . . . . . . . . . . . . . . . . . . . . . . . . . . . . . . . . . . . . . . . . . . . . . . . . . . . . . . . . . . . . . . . . . . . . . . . . . . . . . . . . . . . . . . . . . . . . . . . . . . . . . . . . . . . . <box>304 394 2403 412</box>
dot-leader: . . . . . . . . . . . . . . . . . . . . . . . . . . . . . . . . . . . . . . . . . . . . . . . . . . . . . . . . . . . . . . . . . . . . . . . . . . . . . . . . . . . . . . . . . . . . . . . . . . . . . . . . . . . . . . . . . . . . . . . . . . . . . . . . . . . . . . . . . . . . . . . . . . . . . . . . . . . . . . . <box>318 760 1998 776</box>
toc-leader-line <box>161 744 2037 760</box>
toc-entry-row[interactable] <box>0 979 2049 995</box>
toc-title: n1: Hunting Prevention <box>161 962 297 978</box>
toc-leader-line <box>161 195 2005 211</box>
toc-entry-row[interactable] <box>0 861 1967 878</box>
toc-page-number: 535 <box>2000 413 2023 429</box>
